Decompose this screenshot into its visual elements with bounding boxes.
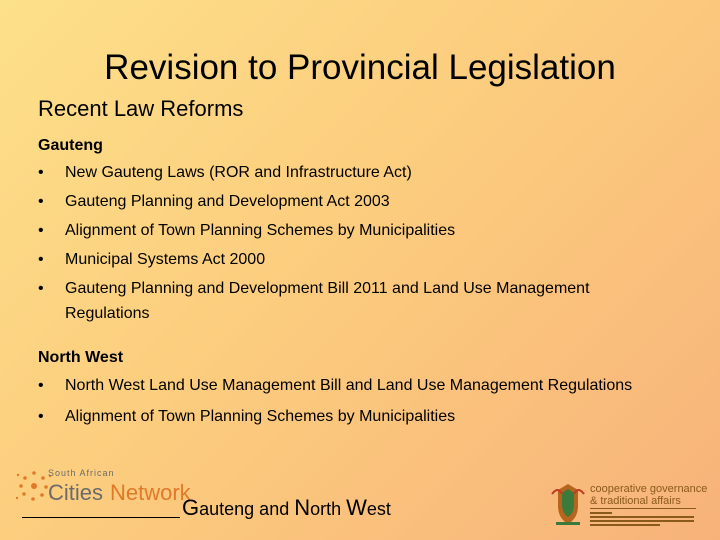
- list-item-text: New Gauteng Laws (ROR and Infrastructure Act): [65, 164, 412, 181]
- list-item-text: North West Land Use Management Bill and Land Use Management Regulations: [65, 377, 633, 394]
- list-item-text: Alignment of Town Planning Schemes by Municipalities: [65, 408, 456, 425]
- north-west-list: [38, 373, 678, 433]
- footer-initial: W: [346, 495, 367, 520]
- bullet-icon: •: [38, 408, 44, 425]
- list-item: [38, 160, 678, 185]
- slide-title: Revision to Provincial Legislation: [104, 48, 616, 87]
- footer-text: est: [366, 499, 391, 519]
- list-item-text: Gauteng Planning and Development Bill 2011 and Land Use Management Regulations: [65, 280, 590, 322]
- bullet-icon: •: [38, 164, 44, 181]
- list-item: [38, 373, 678, 398]
- department-text-lines-icon: [590, 508, 700, 530]
- footer-rule: [22, 517, 180, 518]
- list-item: [38, 276, 678, 326]
- bullet-icon: •: [38, 193, 44, 210]
- footer-text: orth: [310, 499, 347, 519]
- footer-initial: G: [182, 495, 200, 520]
- slide-subtitle: Recent Law Reforms: [38, 96, 244, 121]
- list-item: [38, 218, 678, 243]
- footer-initial: N: [294, 495, 311, 520]
- bullet-icon: •: [38, 251, 44, 268]
- cogta-logo-line2: & traditional affairs: [590, 495, 681, 507]
- svg-text:Cities: Cities: [48, 480, 104, 505]
- cities-network-emblem-icon: [14, 464, 204, 514]
- cogta-logo-line1: cooperative governance: [590, 483, 708, 495]
- svg-text:Network: Network: [110, 480, 191, 505]
- footer-text: auteng and: [199, 499, 295, 519]
- coat-of-arms-icon: [548, 480, 588, 528]
- list-item: [38, 247, 678, 272]
- section-heading-north-west: North West: [38, 349, 124, 366]
- list-item-text: Municipal Systems Act 2000: [65, 251, 266, 268]
- cities-network-logo: [14, 464, 204, 514]
- svg-text:South African: South African: [48, 468, 115, 478]
- bullet-icon: •: [38, 280, 44, 297]
- bullet-icon: •: [38, 377, 44, 394]
- footer-caption: [182, 496, 391, 521]
- gauteng-list: [38, 160, 678, 330]
- cogta-logo: [548, 480, 708, 530]
- list-item-text: Alignment of Town Planning Schemes by Municipalities: [65, 222, 456, 239]
- list-item: [38, 404, 678, 429]
- list-item-text: Gauteng Planning and Development Act 2003: [65, 193, 390, 210]
- list-item: [38, 189, 678, 214]
- bullet-icon: •: [38, 222, 44, 239]
- section-heading-gauteng: Gauteng: [38, 137, 103, 154]
